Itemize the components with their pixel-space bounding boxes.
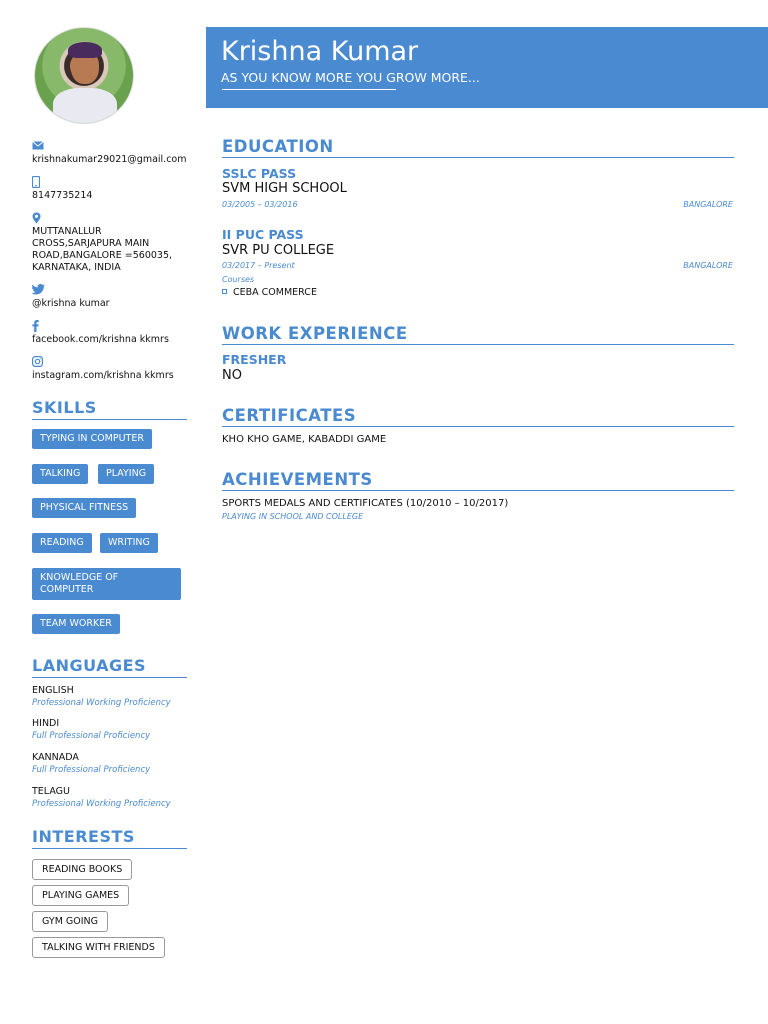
avatar-hair: [68, 42, 102, 58]
avatar: [34, 27, 134, 124]
work-heading: WORK EXPERIENCE: [222, 324, 734, 345]
language-level: Professional Working Proficiency: [32, 799, 171, 809]
contact-twitter[interactable]: [32, 284, 188, 310]
skill-tag: PHYSICAL FITNESS: [32, 498, 136, 518]
language-name: KANNADA: [32, 752, 79, 763]
education-dates: 03/2017 – Present: [222, 261, 295, 270]
skill-tag: READING: [32, 533, 92, 553]
facebook-text: facebook.com/krishna kkmrs: [32, 334, 169, 345]
education-degree: II PUC PASS: [222, 227, 304, 242]
twitter-icon: [32, 284, 188, 298]
course-text: CEBA COMMERCE: [233, 287, 317, 298]
contact-instagram[interactable]: [32, 356, 188, 382]
language-level: Professional Working Proficiency: [32, 698, 171, 708]
education-dates: 03/2005 – 03/2016: [222, 200, 298, 209]
interest-tag: PLAYING GAMES: [32, 885, 129, 906]
tagline: AS YOU KNOW MORE YOU GROW MORE...: [221, 70, 480, 85]
name-header: [206, 27, 768, 108]
skill-tag: TEAM WORKER: [32, 614, 120, 634]
contact-facebook[interactable]: [32, 320, 188, 346]
achievements-heading: ACHIEVEMENTS: [222, 470, 734, 491]
phone-icon: [32, 176, 188, 190]
interest-tag: READING BOOKS: [32, 859, 132, 880]
skills-heading: SKILLS: [32, 398, 187, 420]
achievement-subtext: PLAYING IN SCHOOL AND COLLEGE: [222, 512, 364, 521]
contact-phone[interactable]: [32, 176, 188, 202]
language-level: Full Professional Proficiency: [32, 765, 151, 775]
address-text: MUTTANALLUR CROSS,SARJAPURA MAIN ROAD,BANGALORE =560035, KARNATAKA, INDIA: [32, 226, 173, 273]
instagram-text: instagram.com/krishna kkmrs: [32, 370, 174, 381]
interest-tag: TALKING WITH FRIENDS: [32, 937, 165, 958]
work-detail: NO: [222, 368, 242, 383]
language-name: HINDI: [32, 718, 60, 729]
achievement-text: SPORTS MEDALS AND CERTIFICATES (10/2010 – 10/2017): [222, 498, 509, 509]
skill-tag: WRITING: [100, 533, 158, 553]
tagline-underline: [222, 89, 396, 90]
avatar-shirt: [53, 88, 117, 124]
education-location: BANGALORE: [683, 261, 733, 270]
skill-tag: KNOWLEDGE OF COMPUTER: [32, 568, 181, 600]
facebook-icon: [32, 320, 188, 334]
work-role: FRESHER: [222, 352, 287, 367]
twitter-text: @krishna kumar: [32, 298, 110, 309]
envelope-icon: [32, 140, 188, 154]
contact-address: [32, 212, 188, 274]
education-location: BANGALORE: [683, 200, 733, 209]
languages-heading: LANGUAGES: [32, 656, 187, 678]
email-text: krishnakumar29021@gmail.com: [32, 154, 187, 165]
certificates-text: KHO KHO GAME, KABADDI GAME: [222, 434, 387, 445]
education-institution: SVR PU COLLEGE: [222, 243, 335, 258]
instagram-icon: [32, 356, 188, 370]
language-level: Full Professional Proficiency: [32, 731, 151, 741]
skill-tag: TYPING IN COMPUTER: [32, 429, 152, 449]
phone-text: 8147735214: [32, 190, 93, 201]
location-pin-icon: [32, 212, 188, 226]
interests-heading: INTERESTS: [32, 827, 187, 849]
skill-tag: TALKING: [32, 464, 88, 484]
language-name: TELAGU: [32, 786, 70, 797]
education-heading: EDUCATION: [222, 137, 734, 158]
certificates-heading: CERTIFICATES: [222, 406, 734, 427]
course-item: [222, 287, 317, 298]
courses-label: Courses: [222, 275, 255, 284]
education-degree: SSLC PASS: [222, 166, 297, 181]
interest-tag: GYM GOING: [32, 911, 108, 932]
language-name: ENGLISH: [32, 685, 74, 696]
bullet-square-icon: [222, 289, 227, 294]
contact-email[interactable]: [32, 140, 188, 166]
skill-tag: PLAYING: [98, 464, 154, 484]
person-name: Krishna Kumar: [221, 36, 419, 67]
education-institution: SVM HIGH SCHOOL: [222, 181, 347, 196]
